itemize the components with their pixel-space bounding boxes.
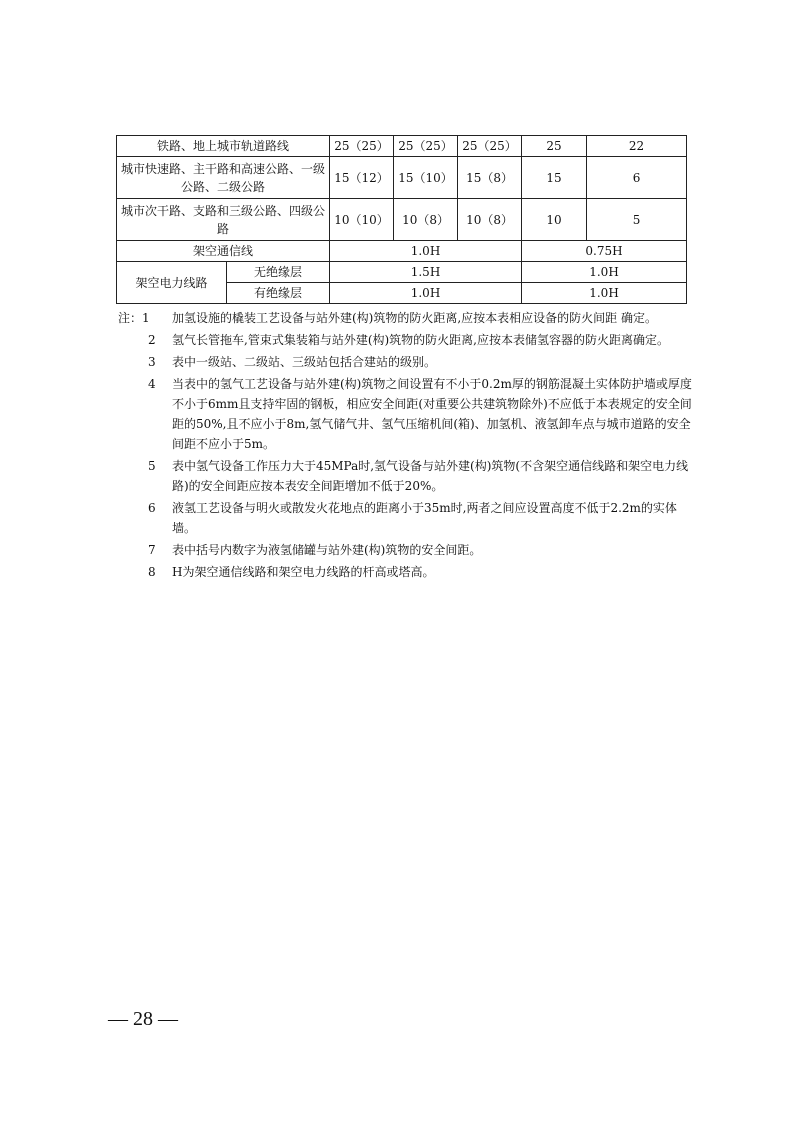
table-row	[117, 199, 687, 241]
note-text: 表中一级站、二级站、三级站包括合建站的级别。	[172, 355, 437, 369]
table-cell: 6	[587, 157, 687, 199]
table-row	[117, 136, 687, 157]
note-number: 2	[148, 333, 156, 347]
note-number: 7	[148, 543, 156, 557]
distance-table	[116, 135, 687, 304]
row-label: 城市快速路、主干路和高速公路、一级公路、二级公路	[117, 157, 330, 199]
note-number: 8	[148, 565, 156, 579]
page-number: — 28 —	[108, 1008, 178, 1030]
sub-row-label: 无绝缘层	[227, 262, 330, 283]
table-cell: 10（8）	[394, 199, 458, 241]
note-item	[118, 562, 693, 582]
row-label: 架空通信线	[117, 241, 330, 262]
note-item	[118, 330, 693, 350]
note-text: 当表中的氢气工艺设备与站外建(构)筑物之间设置有不小于0.2m厚的钢筋混凝土实体防护墙或厚度不小于6mm且支持牢固的钢板，相应安全间距(对重要公共建筑物除外)不应低于本表规定的安全间距的50%,且不应小于8m,氢气储气井、氢气压缩机间(箱)、加氢机、液氢卸车点与城市道路的安全间距不应小于5m。	[172, 377, 692, 451]
note-text: H为架空通信线路和架空电力线路的杆高或塔高。	[172, 565, 435, 579]
table-row	[117, 157, 687, 199]
notes-section	[118, 308, 693, 584]
note-number: 4	[148, 377, 156, 391]
table-cell: 1.0H	[330, 241, 522, 262]
note-item	[118, 540, 693, 560]
table-cell: 15（10）	[394, 157, 458, 199]
table-cell: 1.0H	[522, 283, 687, 304]
row-label: 城市次干路、支路和三级公路、四级公路	[117, 199, 330, 241]
table-row	[117, 262, 687, 283]
table-cell: 10（8）	[458, 199, 522, 241]
note-item	[118, 456, 693, 496]
table-cell: 10	[522, 199, 587, 241]
sub-row-label: 有绝缘层	[227, 283, 330, 304]
table-cell: 22	[587, 136, 687, 157]
note-item	[118, 308, 693, 328]
note-number: 5	[148, 459, 156, 473]
note-number: 6	[148, 501, 156, 515]
table-cell: 15（12）	[330, 157, 394, 199]
note-item	[118, 498, 693, 538]
note-number: 注：1	[118, 311, 150, 325]
note-item	[118, 352, 693, 372]
note-text: 氢气长管拖车,管束式集装箱与站外建(构)筑物的防火距离,应按本表储氢容器的防火距离确定。	[172, 333, 669, 347]
table-cell: 1.0H	[522, 262, 687, 283]
note-number: 3	[148, 355, 156, 369]
table-cell: 0.75H	[522, 241, 687, 262]
row-label: 架空电力线路	[117, 262, 227, 304]
row-label: 铁路、地上城市轨道路线	[117, 136, 330, 157]
table-cell: 5	[587, 199, 687, 241]
table-cell: 25（25）	[330, 136, 394, 157]
note-text: 加氢设施的橇装工艺设备与站外建(构)筑物的防火距离,应按本表相应设备的防火间距 确定。	[172, 311, 657, 325]
table-cell: 1.5H	[330, 262, 522, 283]
note-text: 表中氢气设备工作压力大于45MPa时,氢气设备与站外建(构)筑物(不含架空通信线路和架空电力线路)的安全间距应按本表安全间距增加不低于20%。	[172, 459, 689, 493]
table-cell: 25（25）	[458, 136, 522, 157]
table-cell: 10（10）	[330, 199, 394, 241]
table-cell: 15（8）	[458, 157, 522, 199]
table-row	[117, 241, 687, 262]
note-item	[118, 374, 693, 454]
note-text: 表中括号内数字为液氢储罐与站外建(构)筑物的安全间距。	[172, 543, 482, 557]
table-cell: 1.0H	[330, 283, 522, 304]
table-cell: 25	[522, 136, 587, 157]
table-cell: 25（25）	[394, 136, 458, 157]
table-cell: 15	[522, 157, 587, 199]
note-text: 液氢工艺设备与明火或散发火花地点的距离小于35m时,两者之间应设置高度不低于2.2m的实体墙。	[172, 501, 677, 535]
